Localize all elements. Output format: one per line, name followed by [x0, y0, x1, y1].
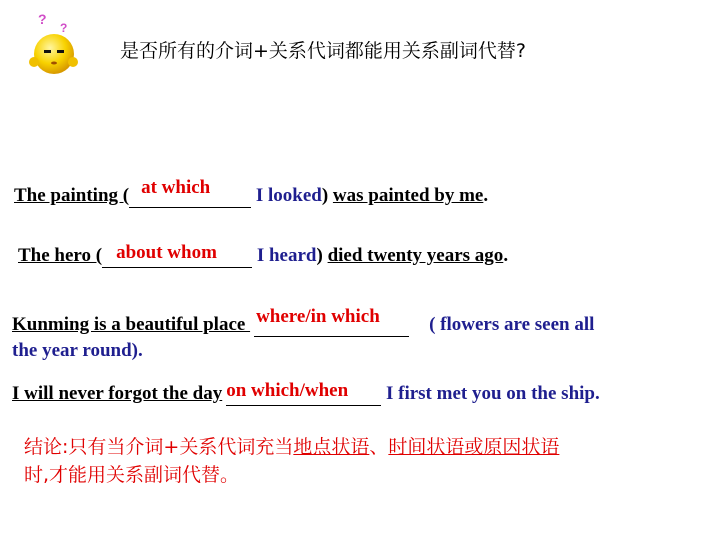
svg-text:?: ? [60, 21, 68, 35]
sentence-3-answer: where/in which [256, 306, 380, 327]
sentence-2-pre: The hero ( [18, 245, 103, 266]
conclusion-sep: 、 [369, 436, 389, 458]
sentence-3-pre: Kunming is a beautiful place [12, 314, 251, 335]
sentence-3-line2: the year round). [12, 340, 143, 361]
sentence-4 [12, 380, 600, 406]
sentence-2: The hero ( about whom I heard) died twenty years ago. [18, 242, 509, 266]
conclusion-line-1 [24, 432, 559, 459]
sentence-2-answer: about whom [116, 242, 217, 263]
sentence-1: The painting ( at which I looked) was painted by me. [14, 177, 489, 206]
sentence-1-post-a: I looked [251, 185, 322, 206]
slide-title: 是否所有的介词+关系代词都能用关系副词代替? [120, 40, 527, 62]
sentence-4-pre: I will never forgot the day [12, 383, 223, 404]
conclusion-place-adverbial: 地点状语 [293, 436, 370, 458]
conclusion-part-1: 结论:只有当介词+关系代词充当 [24, 436, 294, 458]
sentence-3: Kunming is a beautiful place where/in which ( flowers are seen all [12, 306, 595, 335]
conclusion-time-adverbial: 时间状语 [388, 436, 465, 458]
conclusion-line-2: 时,才能用关系副词代替。 [24, 464, 240, 486]
confused-smiley-icon [26, 8, 82, 78]
sentence-1-pre: The painting ( [14, 185, 130, 206]
svg-text:?: ? [38, 11, 47, 27]
sentence-4-answer: on which/when [226, 380, 349, 401]
sentence-4-post: I first met you on the ship. [381, 383, 600, 404]
conclusion-reason-adverbial: 或原因状语 [464, 436, 560, 458]
sentence-1-answer: at which [141, 177, 211, 198]
